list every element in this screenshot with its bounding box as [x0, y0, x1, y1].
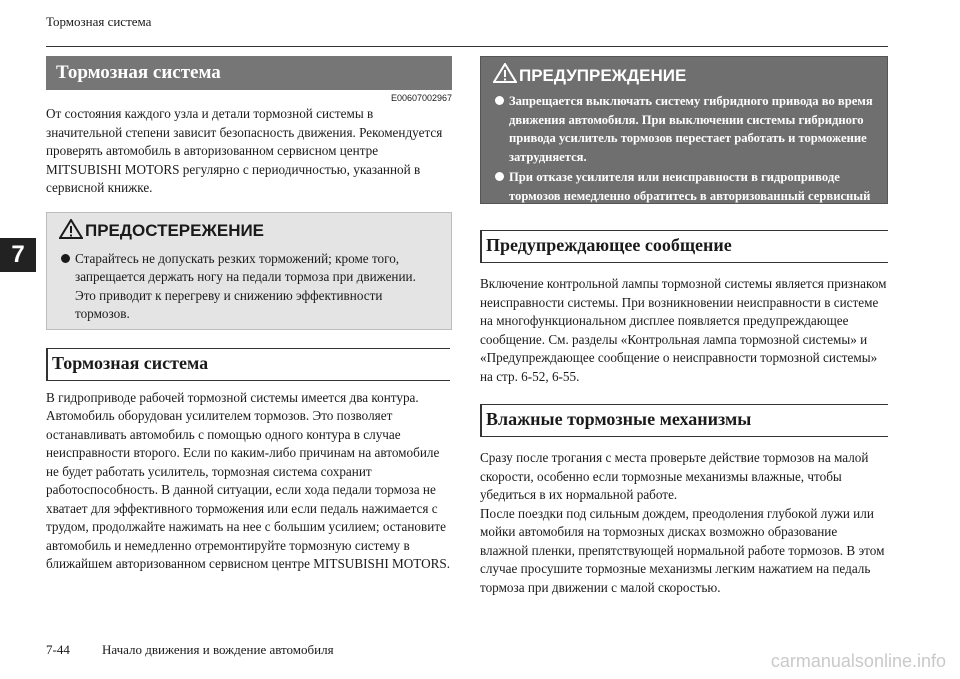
- warning-item-text: При отказе усилителя или неисправности в гидроприводе тормозов немедленно обратитесь в авторизованный сервисный центр MITSUBISHI MOTORS.: [509, 170, 871, 221]
- caution-label: ПРЕДОСТЕРЕЖЕНИЕ: [85, 221, 265, 240]
- warning-item: [493, 92, 875, 166]
- warning-header: [493, 63, 875, 88]
- bullet: [61, 254, 70, 263]
- section-title-brake-system: [46, 348, 450, 381]
- section-title-text: Тормозная система: [52, 352, 209, 373]
- warning-item-text: Запрещается выключать систему гибридного привода во время движения автомобиля. При выключении системы гибридного привода усилитель тормозов перестает работать и торможение затрудняется.: [509, 94, 873, 164]
- section-title-wet-brakes: [480, 404, 888, 437]
- caution-item-text: Старайтесь не допускать резких торможений; кроме того, запрещается держать ногу на педали тормоза при движении. Это приводит к перегреву и снижению эффективности тормозов.: [75, 250, 416, 321]
- caution-item: [59, 250, 439, 324]
- left-column: [46, 56, 452, 574]
- section-title-warning-message: [480, 230, 888, 263]
- warning-item: [493, 168, 875, 224]
- caution-header: [59, 219, 439, 244]
- watermark: carmanualsonline.info: [770, 651, 946, 671]
- warning-list: [493, 92, 875, 224]
- right-column: [480, 56, 888, 597]
- warning-message-body: Включение контрольной лампы тормозной системы является признаком неисправности системы. При возникновении неисправности в системе на многофункциональном дисплее появляется предупреждающее сообщение. См. разделы «Контрольная лампа тормозной системы» и «Предупреждающее сообщение о неисправности тормозной системы» на стр. 6-52, 6-55.: [480, 276, 887, 384]
- chapter-tab: 7: [0, 238, 36, 272]
- top-rule: [46, 46, 888, 47]
- running-head: Тормозная система: [46, 14, 152, 29]
- ref-code: E00607002967: [390, 93, 452, 103]
- caution-list: [59, 250, 439, 324]
- caution-box: [46, 212, 452, 330]
- warning-label: ПРЕДУПРЕЖДЕНИЕ: [519, 65, 687, 85]
- warning-triangle-icon: [59, 219, 83, 244]
- wet-brakes-body-1: Сразу после трогания с места проверьте действие тормозов на малой скорости, особенно если тормозные механизмы влажные, чтобы убедиться в их нормальной работе.: [480, 450, 869, 502]
- bullet: [495, 96, 504, 105]
- page-number: 7-44: [46, 642, 70, 657]
- section-title-text: Предупреждающее сообщение: [486, 235, 732, 255]
- section-title-text: Влажные тормозные механизмы: [486, 409, 752, 429]
- wet-brakes-body-2: После поездки под сильным дождем, преодоления глубокой лужи или мойки автомобиля на тормозных дисках возможно образование влажной пленки, препятствующей нормальной работе тормозов. В этом случае просушите тормозные механизмы легким нажатием на педаль тормоза при движении с малой скоростью.: [480, 505, 885, 595]
- main-title: Тормозная система: [46, 56, 452, 90]
- bullet: [495, 172, 504, 181]
- brake-system-body: В гидроприводе рабочей тормозной системы имеется два контура. Автомобиль оборудован усилителем тормозов. Это позволяет останавливать автомобиль с помощью одного контура в случае неисправности второго. Если по каким-либо причинам на автомобиле не будет работать усилитель, тормозная система сохранит работоспособность. В данной ситуации, если хода педали тормоза не хватает для эффективного торможения или если педаль нажимается с трудом, продолжайте нажимать на нее с большим усилием; остановите автомобиль и немедленно отремонтируйте тормозную систему в ближайшем авторизованном сервисном центре MITSUBISHI MOTORS.: [46, 389, 451, 571]
- warning-triangle-icon: [493, 63, 517, 88]
- intro-paragraph: От состояния каждого узла и детали тормозной системы в значительной степени зависит безопасность движения. Рекомендуется проверять автомобиль в авторизованном сервисном центре MITSUBISHI MOTORS регулярно с периодичностью, указанной в сервисной книжке.: [46, 106, 443, 195]
- footer-chapter-title: Начало движения и вождение автомобиля: [102, 642, 334, 657]
- warning-box: [480, 56, 888, 221]
